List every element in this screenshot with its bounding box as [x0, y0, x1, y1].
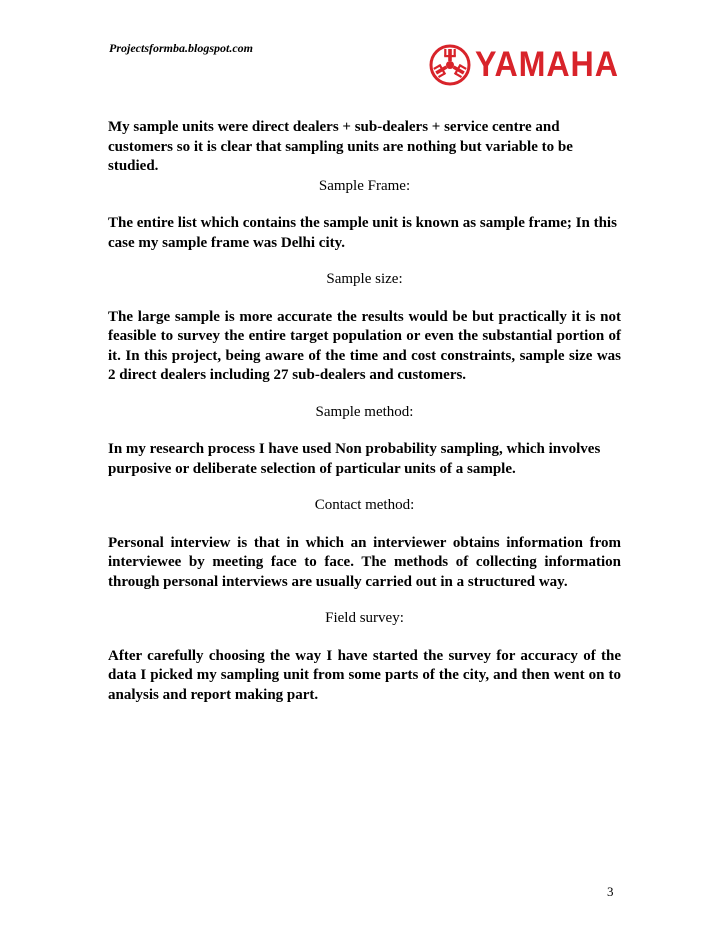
section-heading-sample-size: Sample size: — [326, 271, 403, 287]
section-heading-contact-method: Contact method: — [314, 497, 415, 513]
page-number: 3 — [607, 884, 614, 899]
section-text-contact-method: Personal interview is that in which an interviewer obtains information from interviewee by meeting face to face. The methods of collecting information through personal interviews are usually carried out in a structured way. — [108, 534, 621, 590]
header-site-name: Projectsformba.blogspot.com — [109, 41, 253, 55]
yamaha-logo — [429, 43, 619, 87]
intro-paragraph: My sample units were direct dealers + sub-dealers + service centre and customers so it is clear that sampling units are nothing but variable to be studied. — [108, 119, 573, 174]
section-heading-sample-frame: Sample Frame: — [318, 177, 411, 194]
logo-wordmark: YAMAHA — [475, 45, 619, 84]
section-text-sample-size: The large sample is more accurate the results would be but practically it is not feasible to survey the entire target population or even the substantial portion of it. In this project, being aware of the time and cost constraints, sample size was 2 direct dealers including 27 sub-dealers and customers. — [108, 308, 621, 383]
section-heading-field-survey: Field survey: — [325, 610, 404, 626]
section-heading-sample-method: Sample method: — [315, 403, 414, 420]
page-content — [108, 118, 621, 705]
section-text-field-survey: After carefully choosing the way I have started the survey for accuracy of the data I picked my sampling unit from some parts of the city, and then went on to analysis and report making part. — [108, 647, 621, 703]
tuning-fork-emblem-icon — [429, 44, 471, 86]
section-text-sample-frame: The entire list which contains the sample unit is known as sample frame; In this case my sample frame was Delhi city. — [108, 215, 617, 251]
section-text-sample-method: In my research process I have used Non probability sampling, which involves purposive or deliberate selection of particular units of a sample. — [108, 441, 601, 477]
